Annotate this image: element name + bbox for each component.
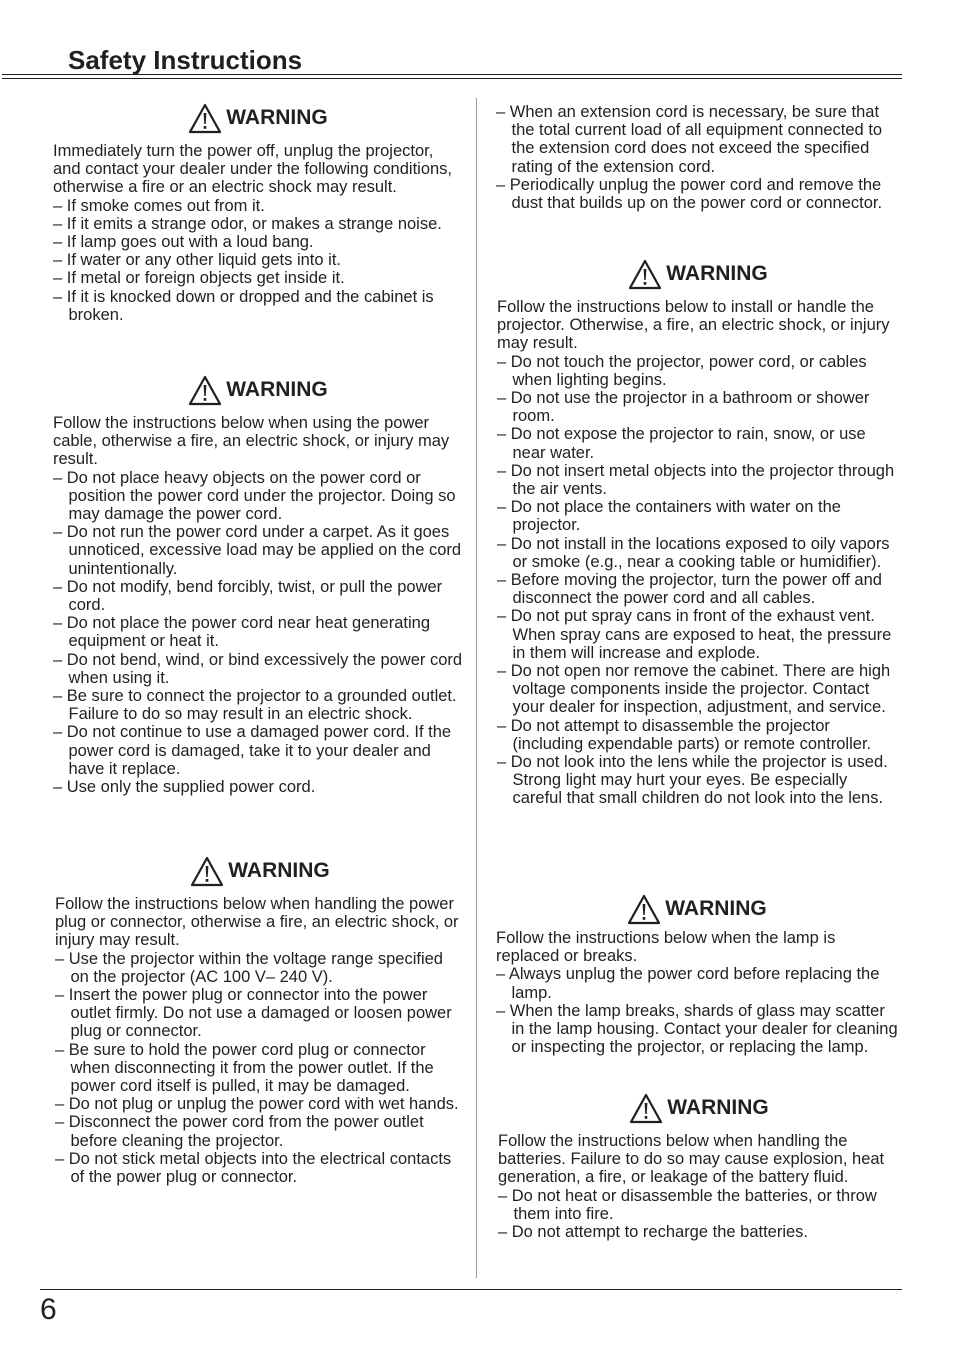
warning-intro: Follow the instructions below when the lamp is replaced or breaks. bbox=[496, 929, 836, 966]
warning-list bbox=[55, 950, 465, 1187]
list-item: – If lamp goes out with a loud bang. bbox=[53, 233, 314, 252]
page-number: 6 bbox=[40, 1293, 57, 1326]
warning-heading bbox=[496, 891, 898, 927]
warning-intro: Follow the instructions below when using the power cable, otherwise a fire, an electric shock, or injury may result. bbox=[53, 414, 450, 469]
warning-heading bbox=[498, 1090, 900, 1126]
page-title: Safety Instructions bbox=[68, 45, 303, 75]
list-item: – If it is knocked down or dropped and the cabinet is broken. bbox=[53, 287, 434, 324]
warning-section-power-cable bbox=[53, 372, 463, 796]
list-item: – When the lamp breaks, shards of glass may scatter in the lamp housing. Contact your dealer for cleaning or inspecting the projector, or replacing the lamp. bbox=[496, 1001, 898, 1057]
list-item: – Use only the supplied power cord. bbox=[53, 778, 316, 797]
warning-section-install-handle bbox=[497, 256, 899, 808]
warning-label: WARNING bbox=[666, 262, 768, 285]
warning-label: WARNING bbox=[667, 1096, 769, 1119]
list-item: – If smoke comes out from it. bbox=[53, 196, 265, 215]
list-item: – If it emits a strange odor, or makes a strange noise. bbox=[53, 214, 442, 233]
warning-heading bbox=[53, 372, 463, 408]
warning-section-continued bbox=[496, 103, 898, 212]
list-item: – Do not continue to use a damaged power cord. If the power cord is damaged, take it to your dealer and have it replace. bbox=[53, 723, 452, 778]
warning-list bbox=[498, 1187, 900, 1242]
list-item: – Do not plug or unplug the power cord with wet hands. bbox=[55, 1095, 459, 1114]
warning-label: WARNING bbox=[228, 859, 330, 882]
warning-triangle-icon bbox=[190, 856, 224, 887]
warning-triangle-icon bbox=[188, 103, 222, 134]
warning-intro: Follow the instructions below to install or handle the projector. Otherwise, a fire, an electric shock, or injury may result. bbox=[497, 298, 890, 353]
warning-section-immediate-power-off bbox=[53, 100, 463, 324]
header-rule bbox=[2, 74, 902, 75]
list-item: – Do not place heavy objects on the power cord or position the power cord under the projector. Doing so may damage the power cord. bbox=[53, 468, 456, 524]
list-item: – When an extension cord is necessary, be sure that the total current load of all equipment connected to the extension cord does not exceed the specified rating of the extension cord. bbox=[496, 103, 883, 176]
list-item: – Disconnect the power cord from the power outlet before cleaning the projector. bbox=[55, 1113, 424, 1150]
warning-heading bbox=[53, 100, 463, 136]
list-item: – Do not install in the locations exposed to oily vapors or smoke (e.g., near a cooking table or humidifier). bbox=[497, 534, 890, 571]
warning-intro: Follow the instructions below when handling the power plug or connector, otherwise a fire, an electric shock, or injury may result. bbox=[55, 895, 459, 950]
warning-heading bbox=[497, 256, 899, 292]
list-item: – Do not attempt to disassemble the projector (including expendable parts) or remote controller. bbox=[497, 716, 872, 753]
warning-list bbox=[53, 197, 463, 324]
warning-triangle-icon bbox=[629, 1093, 663, 1124]
warning-section-batteries bbox=[498, 1090, 900, 1241]
list-item: – Do not touch the projector, power cord, or cables when lighting begins. bbox=[497, 352, 867, 389]
footer-rule bbox=[40, 1289, 902, 1290]
list-item: – Be sure to connect the projector to a grounded outlet. Failure to do so may result in an electric shock. bbox=[53, 687, 457, 724]
warning-label: WARNING bbox=[665, 897, 767, 920]
list-item: – Before moving the projector, turn the power off and disconnect the power cord and all cables. bbox=[497, 571, 882, 608]
list-item: – Do not heat or disassemble the batteries, or throw them into fire. bbox=[498, 1186, 877, 1223]
list-item: – If water or any other liquid gets into it. bbox=[53, 251, 341, 270]
list-item: – Do not bend, wind, or bind excessively the power cord when using it. bbox=[53, 650, 463, 687]
warning-intro: Immediately turn the power off, unplug the projector, and contact your dealer under the following conditions, otherwise a fire or an electric shock may result. bbox=[53, 142, 453, 197]
list-item: – Do not open nor remove the cabinet. There are high voltage components inside the projector. Contact your dealer for inspection, adjustment, and service. bbox=[497, 662, 891, 717]
warning-list bbox=[496, 965, 898, 1056]
warning-triangle-icon bbox=[188, 375, 222, 406]
list-item: – Do not stick metal objects into the electrical contacts of the power plug or connector. bbox=[55, 1149, 452, 1187]
warning-heading bbox=[55, 853, 465, 889]
list-item: – Always unplug the power cord before replacing the lamp. bbox=[496, 965, 880, 1002]
warning-list bbox=[497, 353, 899, 808]
warning-label: WARNING bbox=[226, 378, 328, 401]
list-item: – Do not look into the lens while the projector is used. Strong light may hurt your eyes. Be especially careful that small children do not look into the lens. bbox=[497, 753, 888, 808]
list-item: – Do not run the power cord under a carpet. As it goes unnoticed, excessive load may be applied on the cord unintentionally. bbox=[53, 523, 462, 578]
column-divider bbox=[476, 98, 477, 1278]
warning-section-lamp bbox=[496, 891, 898, 1056]
list-item: – Do not expose the projector to rain, snow, or use near water. bbox=[497, 425, 866, 462]
list-item: – Do not modify, bend forcibly, twist, or pull the power cord. bbox=[53, 577, 443, 615]
warning-triangle-icon bbox=[628, 259, 662, 290]
list-item: – Insert the power plug or connector into the power outlet firmly. Do not use a damaged or loosen power plug or connector. bbox=[55, 986, 452, 1041]
header-rule-thin bbox=[2, 78, 902, 79]
list-item: – Do not place the power cord near heat generating equipment or heat it. bbox=[53, 614, 431, 651]
list-item: – If metal or foreign objects get inside it. bbox=[53, 269, 345, 288]
list-item: – Do not place the containers with water on the projector. bbox=[497, 498, 841, 535]
warning-list bbox=[53, 469, 463, 797]
warning-list bbox=[496, 103, 898, 212]
warning-label: WARNING bbox=[226, 106, 328, 129]
list-item: – Do not put spray cans in front of the exhaust vent. When spray cans are exposed to heat, the pressure in them will increase and explode. bbox=[497, 607, 892, 662]
list-item: – Do not use the projector in a bathroom or shower room. bbox=[497, 389, 870, 426]
warning-section-power-plug bbox=[55, 853, 465, 1186]
list-item: – Do not insert metal objects into the projector through the air vents. bbox=[497, 461, 895, 499]
warning-triangle-icon bbox=[627, 894, 661, 925]
list-item: – Do not attempt to recharge the batteries. bbox=[498, 1223, 809, 1242]
list-item: – Periodically unplug the power cord and remove the dust that builds up on the power cord or connector. bbox=[496, 175, 883, 213]
list-item: – Be sure to hold the power cord plug or connector when disconnecting it from the power outlet. If the power cord itself is pulled, it may be damaged. bbox=[55, 1040, 434, 1096]
list-item: – Use the projector within the voltage range specified on the projector (AC 100 V– 240 V). bbox=[55, 949, 443, 986]
warning-intro: Follow the instructions below when handling the batteries. Failure to do so may cause explosion, heat generation, a fire, or leakage of the battery fluid. bbox=[498, 1132, 885, 1187]
